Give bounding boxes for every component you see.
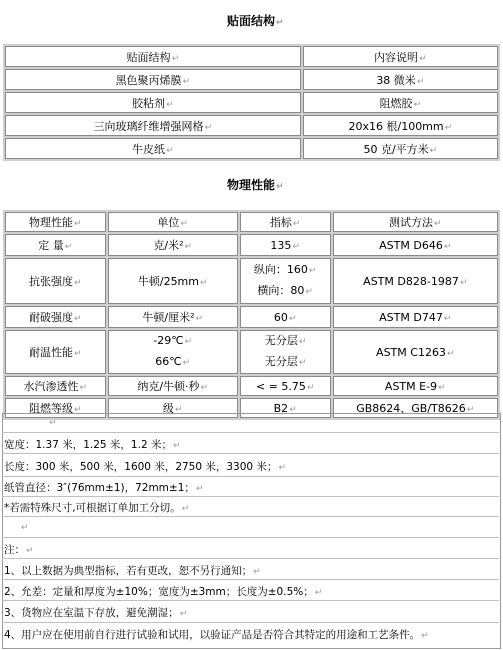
table-cell xyxy=(333,234,498,256)
paragraph-mark: ↵ xyxy=(429,145,438,156)
paragraph-mark: ↵ xyxy=(434,219,442,229)
cell-text: 测试方法 xyxy=(389,216,433,229)
divider xyxy=(2,476,499,477)
cell-text: 物理性能 xyxy=(29,216,73,229)
paragraph-mark: ↵ xyxy=(195,314,204,324)
note-item xyxy=(4,584,322,599)
cell-text: 牛皮纸 xyxy=(132,142,166,156)
table-row xyxy=(5,115,498,136)
cell-text: 无分层 xyxy=(264,334,298,347)
cell-text: GB8624、GB/T8626 xyxy=(356,402,466,415)
custom-size-note xyxy=(4,500,189,515)
note-item xyxy=(4,605,187,620)
paragraph-mark: ↵ xyxy=(74,349,82,359)
divider xyxy=(2,579,499,580)
table-cell xyxy=(240,306,331,328)
paragraph-mark: ↵ xyxy=(276,182,284,192)
paragraph-mark: ↵ xyxy=(200,278,208,288)
note-text: 3、货物应在室温下存放，避免潮湿； xyxy=(4,607,179,619)
cell-text: 胶粘剂 xyxy=(132,96,166,110)
cell-text: -29℃ xyxy=(153,334,184,347)
divider xyxy=(2,537,499,538)
cell-text: 定 量 xyxy=(38,239,64,252)
cell-text: 牛顿/25mm xyxy=(137,275,199,288)
length-spec xyxy=(4,459,286,474)
note-text: 宽度：1.37 米，1.25 米，1.2 米； xyxy=(4,439,172,451)
cell-text: 级 xyxy=(162,402,174,415)
paragraph-mark: ↵ xyxy=(438,382,446,393)
table-cell xyxy=(108,306,238,328)
cell-text: 38 微米 xyxy=(376,73,416,87)
table-cell xyxy=(5,92,301,113)
physical-table xyxy=(3,210,500,420)
cell-text: 纳克/牛顿·秒 xyxy=(137,380,200,393)
core-diameter-spec xyxy=(4,480,203,495)
table-cell xyxy=(5,306,106,328)
table-cell xyxy=(5,376,106,396)
cell-text: ASTM C1263 xyxy=(376,345,446,359)
table-cell xyxy=(5,115,301,136)
paragraph-mark: ↵ xyxy=(179,609,188,619)
paragraph-mark: ↵ xyxy=(443,313,452,324)
table-cell xyxy=(303,92,498,113)
paragraph-mark: ↵ xyxy=(184,337,193,347)
paragraph-mark: ↵ xyxy=(421,631,429,641)
header-cell xyxy=(108,212,238,232)
table-cell xyxy=(5,69,301,90)
paragraph-mark: ↵ xyxy=(49,418,57,428)
width-spec xyxy=(4,437,181,452)
table-row xyxy=(5,330,498,374)
paragraph-mark: ↵ xyxy=(466,405,475,415)
table-cell xyxy=(303,138,498,159)
header-cell xyxy=(303,46,498,67)
paragraph-mark: ↵ xyxy=(166,145,174,156)
paragraph-mark: ↵ xyxy=(446,348,455,359)
table-row xyxy=(5,92,498,113)
cell-text: 耐破强度 xyxy=(29,311,73,324)
table-header-row xyxy=(5,212,498,232)
paragraph-mark: ↵ xyxy=(195,484,204,494)
table-cell xyxy=(5,258,106,304)
paragraph-mark: ↵ xyxy=(298,358,307,368)
header-cell xyxy=(5,46,301,67)
table-cell xyxy=(240,234,331,256)
paragraph-mark: ↵ xyxy=(444,122,453,133)
table-cell xyxy=(5,234,106,256)
cell-text: 无分层 xyxy=(264,355,298,368)
cell-text: ASTM E-9 xyxy=(384,379,438,393)
cell-text: 阻燃胶 xyxy=(379,96,413,110)
cell-text: 50 克/平方米 xyxy=(363,142,429,156)
paragraph-mark: ↵ xyxy=(419,53,427,64)
table-row xyxy=(5,258,498,304)
paragraph-mark: ↵ xyxy=(292,219,301,229)
cell-text: 60 xyxy=(273,310,288,324)
paragraph-mark: ↵ xyxy=(288,313,297,324)
paragraph-mark: ↵ xyxy=(182,76,191,87)
paragraph-mark: ↵ xyxy=(74,219,82,229)
paragraph-mark: ↵ xyxy=(459,277,468,288)
paragraph-mark: ↵ xyxy=(21,523,29,533)
note-text: 纸管直径：3″(76mm±1)，72mm±1； xyxy=(4,482,195,494)
cell-text: 阻燃等级 xyxy=(29,402,73,415)
paragraph-mark: ↵ xyxy=(308,266,317,276)
paragraph-mark: ↵ xyxy=(253,567,261,577)
structure-title xyxy=(227,12,284,29)
cell-text: 20x16 根/100mm xyxy=(348,119,444,133)
paragraph-mark: ↵ xyxy=(305,287,313,297)
physical-title-text: 物理性能 xyxy=(227,178,276,192)
note-text: *若需特殊尺寸,可根据订单加工分切。 xyxy=(4,502,181,514)
paragraph-mark: ↵ xyxy=(314,588,323,598)
cell-text: 克/米² xyxy=(153,239,184,252)
paragraph-mark: ↵ xyxy=(298,337,307,347)
table-cell xyxy=(108,258,238,304)
paragraph-mark: ↵ xyxy=(171,53,180,64)
cell-text: 耐温性能 xyxy=(29,346,73,359)
note-text: 注： xyxy=(4,544,25,556)
cell-text: 内容说明 xyxy=(374,50,419,64)
table-row xyxy=(5,138,498,159)
paragraph-mark: ↵ xyxy=(79,383,88,393)
cell-text: B2 xyxy=(273,401,289,415)
note-text: 长度：300 米，500 米，1600 米，2750 米，3300 米； xyxy=(4,461,278,473)
note-item xyxy=(4,627,429,642)
table-cell xyxy=(240,258,331,304)
cell-text: 135 xyxy=(270,238,292,252)
paragraph-mark: ↵ xyxy=(204,122,213,133)
table-cell xyxy=(333,306,498,328)
table-header-row xyxy=(5,46,498,67)
table-cell xyxy=(303,115,498,136)
paragraph-mark: ↵ xyxy=(416,76,425,87)
empty-paragraph xyxy=(20,521,29,533)
table-cell xyxy=(333,258,498,304)
structure-title-text: 贴面结构 xyxy=(227,14,276,28)
structure-table xyxy=(3,44,500,161)
paragraph-mark: ↵ xyxy=(413,99,422,110)
note-item xyxy=(4,563,261,578)
table-cell xyxy=(303,69,498,90)
note-text: 1、以上数据为典型指标，若有更改，恕不另行通知； xyxy=(4,565,253,577)
cell-text: 水汽渗透性 xyxy=(23,380,79,393)
header-cell xyxy=(5,212,106,232)
paragraph-mark: ↵ xyxy=(74,314,82,324)
divider xyxy=(2,496,499,497)
table-cell xyxy=(108,234,238,256)
table-cell xyxy=(108,376,238,396)
table-cell xyxy=(5,138,301,159)
cell-text: 单位 xyxy=(157,216,180,229)
table-cell xyxy=(240,376,331,396)
paragraph-mark: ↵ xyxy=(289,404,297,415)
paragraph-mark: ↵ xyxy=(306,382,315,393)
paragraph-mark: ↵ xyxy=(74,405,82,415)
table-row xyxy=(5,376,498,396)
cell-text: ASTM D646 xyxy=(379,238,443,252)
cell-text: 抗张强度 xyxy=(29,275,73,288)
table-cell xyxy=(333,330,498,374)
cell-text: 三向玻璃纤维增强网格 xyxy=(93,119,204,133)
cell-text: < = 5.75 xyxy=(255,379,306,393)
table-row xyxy=(5,69,498,90)
table-cell xyxy=(108,330,238,374)
paragraph-mark: ↵ xyxy=(180,219,188,229)
divider xyxy=(2,558,499,559)
paragraph-mark: ↵ xyxy=(292,241,300,252)
cell-text: 纵向：160 xyxy=(253,263,308,276)
paragraph-mark: ↵ xyxy=(181,504,190,514)
empty-paragraph xyxy=(48,416,57,428)
table-row xyxy=(5,234,498,256)
note-text: 4、用户应在使用前自行进行试验和试用，以验证产品是否符合其特定的用途和工艺条件。 xyxy=(4,629,421,641)
divider xyxy=(2,516,499,517)
paragraph-mark: ↵ xyxy=(172,441,181,451)
cell-text: 66℃ xyxy=(155,355,182,368)
divider xyxy=(2,432,499,433)
paragraph-mark: ↵ xyxy=(184,242,193,252)
cell-text: 横向：80 xyxy=(257,284,305,297)
cell-text: 贴面结构 xyxy=(126,50,171,64)
table-cell xyxy=(240,330,331,374)
paragraph-mark: ↵ xyxy=(64,242,73,252)
divider xyxy=(2,453,499,454)
paragraph-mark: ↵ xyxy=(26,546,34,556)
cell-text: 黑色聚丙烯膜 xyxy=(115,73,182,87)
cell-text: ASTM D747 xyxy=(379,310,443,324)
cell-text: 指标 xyxy=(269,216,292,229)
divider xyxy=(2,600,499,601)
paragraph-mark: ↵ xyxy=(182,358,191,368)
paragraph-mark: ↵ xyxy=(166,99,174,110)
divider xyxy=(2,622,499,623)
header-cell xyxy=(333,212,498,232)
paragraph-mark: ↵ xyxy=(443,241,452,252)
header-cell xyxy=(240,212,331,232)
cell-text: 牛顿/厘米² xyxy=(142,311,195,324)
note-text: 2、允差：定量和厚度为±10%；宽度为±3mm；长度为±0.5%； xyxy=(4,586,314,598)
paragraph-mark: ↵ xyxy=(174,405,183,415)
physical-title xyxy=(227,176,284,193)
cell-text: ASTM D828-1987 xyxy=(363,274,459,288)
notes-label xyxy=(4,542,34,557)
paragraph-mark: ↵ xyxy=(200,383,209,393)
table-row xyxy=(5,306,498,328)
paragraph-mark: ↵ xyxy=(74,278,82,288)
table-cell xyxy=(5,330,106,374)
paragraph-mark: ↵ xyxy=(278,463,286,473)
paragraph-mark: ↵ xyxy=(276,18,284,28)
table-cell xyxy=(333,376,498,396)
